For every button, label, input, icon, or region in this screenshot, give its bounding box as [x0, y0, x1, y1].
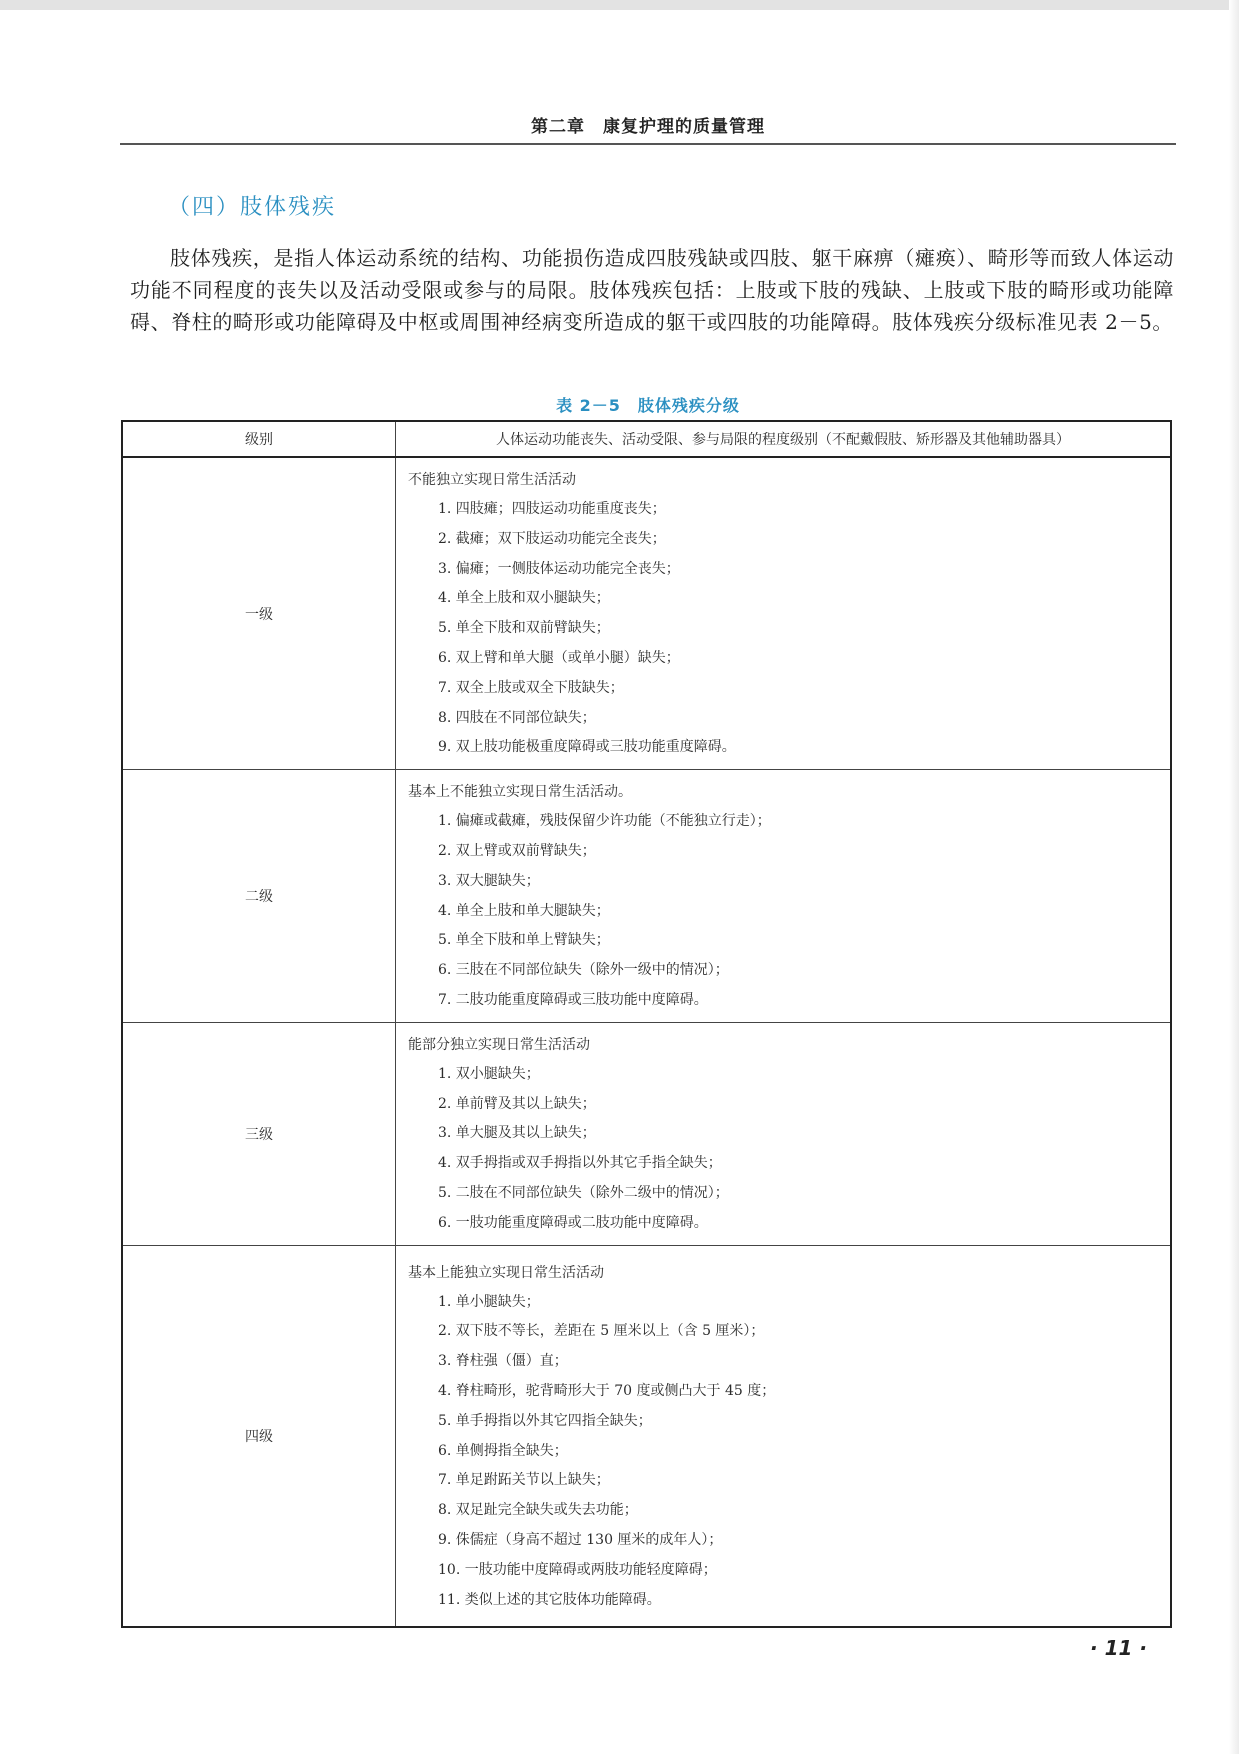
list-item: 4. 脊柱畸形，驼背畸形大于 70 度或侧凸大于 45 度； [438, 1382, 776, 1399]
criteria-list [408, 807, 1170, 1016]
row-intro: 不能独立实现日常生活活动 [408, 472, 576, 488]
header-level: 级别 [122, 421, 396, 457]
list-item: 3. 双大腿缺失； [438, 872, 540, 889]
table-row [122, 770, 1171, 1023]
list-item: 10. 一肢功能中度障碍或两肢功能轻度障碍； [438, 1561, 717, 1578]
list-item: 4. 双手拇指或双手拇指以外其它手指全缺失； [438, 1155, 722, 1172]
page-number: · 11 · [1090, 1636, 1147, 1660]
list-item: 2. 截瘫；双下肢运动功能完全丧失； [438, 530, 666, 547]
table-caption: 表 2－5 肢体残疾分级 [556, 396, 740, 415]
list-item: 11. 类似上述的其它肢体功能障碍。 [438, 1591, 661, 1608]
list-item: 2. 双上臂或双前臂缺失； [438, 842, 596, 859]
list-item: 5. 单全下肢和单上臂缺失； [438, 932, 610, 949]
list-item: 6. 三肢在不同部位缺失（除外一级中的情况）； [438, 962, 729, 979]
scan-right-edge [1229, 0, 1239, 1754]
description-cell [396, 457, 1172, 770]
list-item: 7. 双全上肢或双全下肢缺失； [438, 679, 624, 696]
body-paragraph: 肢体残疾，是指人体运动系统的结构、功能损伤造成四肢残缺或四肢、躯干麻痹（瘫痪）、畸形等而致人体运动功能不同程度的丧失以及活动受限或参与的局限。肢体残疾包括：上肢或下肢的残缺、上肢或下肢的畸形或功能障碍、脊柱的畸形或功能障碍及中枢或周围神经病变所造成的躯干或四肢的功能障碍。肢体残疾分级标准见表 2－5。 [130, 246, 1174, 334]
list-item: 6. 双上臂和单大腿（或单小腿）缺失； [438, 649, 680, 666]
list-item: 9. 双上肢功能极重度障碍或三肢功能重度障碍。 [438, 739, 736, 756]
level-cell: 二级 [122, 770, 396, 1023]
criteria-list [408, 1288, 1170, 1616]
description-cell [396, 1245, 1172, 1627]
criteria-list [408, 1060, 1170, 1239]
disability-grade-table [121, 420, 1172, 1628]
header-description: 人体运动功能丧失、活动受限、参与局限的程度级别（不配戴假肢、矫形器及其他辅助器具） [396, 421, 1172, 457]
running-header: 第二章 康复护理的质量管理 [531, 117, 765, 137]
list-item: 1. 双小腿缺失； [438, 1065, 540, 1082]
list-item: 1. 四肢瘫；四肢运动功能重度丧失； [438, 501, 666, 517]
list-item: 7. 二肢功能重度障碍或三肢功能中度障碍。 [438, 991, 708, 1008]
list-item: 6. 单侧拇指全缺失； [438, 1442, 568, 1459]
list-item: 4. 单全上肢和双小腿缺失； [438, 590, 610, 607]
list-item: 9. 侏儒症（身高不超过 130 厘米的成年人）； [438, 1531, 723, 1548]
list-item: 1. 单小腿缺失； [438, 1293, 540, 1310]
table-header-row [122, 421, 1171, 457]
list-item: 8. 四肢在不同部位缺失； [438, 709, 596, 726]
table-row [122, 457, 1171, 770]
section-heading: （四）肢体残疾 [168, 195, 337, 220]
list-item: 8. 双足趾完全缺失或失去功能； [438, 1502, 638, 1519]
list-item: 2. 双下肢不等长，差距在 5 厘米以上（含 5 厘米）； [438, 1323, 765, 1340]
list-item: 6. 一肢功能重度障碍或二肢功能中度障碍。 [438, 1214, 708, 1231]
list-item: 5. 单手拇指以外其它四指全缺失； [438, 1412, 652, 1429]
list-item: 1. 偏瘫或截瘫，残肢保留少许功能（不能独立行走）； [438, 813, 771, 830]
header-rule [120, 143, 1176, 145]
level-cell: 四级 [122, 1245, 396, 1627]
list-item: 7. 单足跗跖关节以上缺失； [438, 1472, 610, 1489]
level-cell: 一级 [122, 457, 396, 770]
scan-top-band [0, 0, 1239, 10]
list-item: 3. 脊柱强（僵）直； [438, 1353, 568, 1370]
list-item: 5. 二肢在不同部位缺失（除外二级中的情况）； [438, 1184, 729, 1201]
criteria-list [408, 495, 1170, 763]
row-intro: 基本上不能独立实现日常生活活动。 [408, 784, 632, 801]
list-item: 4. 单全上肢和单大腿缺失； [438, 902, 610, 919]
table-row [122, 1245, 1171, 1627]
level-cell: 三级 [122, 1022, 396, 1245]
list-item: 2. 单前臂及其以上缺失； [438, 1095, 596, 1112]
list-item: 5. 单全下肢和双前臂缺失； [438, 620, 610, 637]
row-intro: 能部分独立实现日常生活活动 [408, 1036, 590, 1053]
list-item: 3. 单大腿及其以上缺失； [438, 1125, 596, 1142]
row-intro: 基本上能独立实现日常生活活动 [408, 1264, 604, 1281]
list-item: 3. 偏瘫；一侧肢体运动功能完全丧失； [438, 560, 680, 577]
description-cell [396, 1022, 1172, 1245]
description-cell [396, 770, 1172, 1023]
table-row [122, 1022, 1171, 1245]
